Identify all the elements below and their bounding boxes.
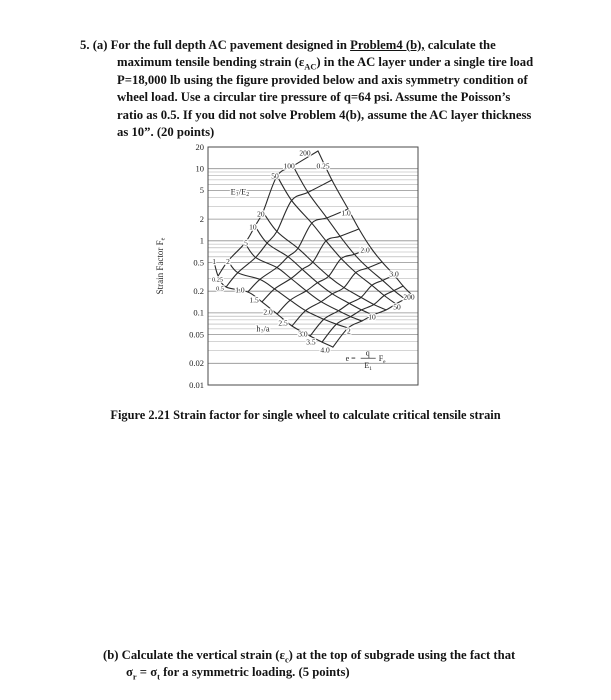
svg-text:5: 5 [199, 185, 204, 196]
curve-label: 3.0 [389, 269, 399, 279]
curve-label: 4.0 [320, 345, 330, 355]
svg-text:2: 2 [199, 213, 204, 224]
curve-label: 1.5 [249, 295, 259, 305]
curve-label: 5 [244, 238, 248, 248]
curve-label: 200 [299, 148, 311, 158]
svg-text:0.01: 0.01 [189, 379, 204, 390]
curve-label: 3.5 [306, 337, 316, 347]
text-line: as 10”. (20 points) [117, 125, 215, 140]
mesh-curves [211, 148, 412, 347]
curve-label: 100 [283, 161, 295, 171]
text-line: (b) Calculate the vertical strain $(\varepsilon_c)$ at the top of subgrade using the fact that [103, 648, 516, 665]
curve-label: 10 [249, 222, 257, 232]
curve-label: 2.0 [263, 307, 273, 317]
e1e2-curve [263, 212, 386, 310]
svg-text:20: 20 [195, 141, 204, 152]
svg-text:Fe: $F_e$ [378, 354, 386, 365]
text-line: $\sigma_r = \sigma_t$ for a symmetric loading. (5 points) [126, 665, 350, 682]
e1e2-curve [277, 176, 396, 304]
text-line: 5. (a) For the full depth AC pavement designed in Problem4 (b), calculate the [80, 38, 496, 52]
svg-text:0.05: 0.05 [189, 329, 204, 340]
svg-text:E1: $E_1$ [364, 361, 372, 372]
strain-factor-chart [150, 140, 440, 400]
text-line: ratio as 0.5. If you did not solve Problem 4(b), assume the AC layer thickness [117, 107, 532, 122]
svg-text:1: 1 [199, 235, 204, 246]
svg-text:0.2: 0.2 [193, 286, 204, 296]
svg-text:0.1: 0.1 [193, 307, 204, 318]
svg-text:0.5: 0.5 [193, 257, 204, 268]
text-line: maximum tensile bending strain $(\varepsilon_{AC})$ in the AC layer under a single tire load [117, 55, 534, 72]
e1e2-curve [228, 261, 348, 328]
problem-5a-text [80, 37, 533, 141]
curve-label: 3.0 [298, 329, 308, 339]
figure-2-21 [150, 140, 440, 400]
curve-label: E1/E2 [230, 186, 250, 199]
curve-label: 1.0 [341, 208, 351, 218]
curve-label: 0.25 [211, 276, 224, 284]
curve-label: 0.5 [216, 285, 224, 293]
svg-text:10: 10 [195, 163, 204, 174]
curve-label: 1 [212, 256, 216, 266]
svg-text:Strain Factor Fe: Strain Factor Fe [155, 237, 167, 295]
curve-label: 2 [347, 326, 351, 336]
curve-label: 2.5 [278, 318, 288, 328]
y-tick-labels [189, 142, 204, 390]
curve-label: h1/a [256, 323, 270, 336]
text-line: P=18,000 lb using the figure provided below and axis symmetry condition of [117, 72, 528, 87]
curve-label: 50 [393, 302, 401, 312]
curve-label: 50 [271, 171, 279, 181]
svg-text:q: q [365, 348, 370, 358]
svg-text:e =: e = [345, 354, 356, 364]
curve-label: 1.0 [235, 285, 245, 295]
problem-5b-text [103, 647, 515, 681]
log-gridlines [208, 147, 418, 385]
curve-labels [212, 149, 415, 355]
strain-formula [346, 349, 387, 372]
curve-label: 2.0 [360, 245, 370, 255]
y-axis-title [155, 237, 167, 294]
curve-label: 200 [403, 292, 415, 302]
curve-label: 0.25 [316, 161, 330, 171]
curve-label: 2 [226, 256, 230, 266]
plot-border [208, 147, 418, 385]
text-line: wheel load. Use a circular tire pressure of q=64 psi. Assume the Poisson’s [117, 90, 511, 105]
curve-label: 10 [368, 312, 376, 322]
figure-caption: Figure 2.21 Strain factor for single wheel to calculate critical tensile strain [110, 408, 501, 422]
curve-label: 20 [257, 209, 265, 219]
svg-text:0.02: 0.02 [189, 358, 204, 369]
